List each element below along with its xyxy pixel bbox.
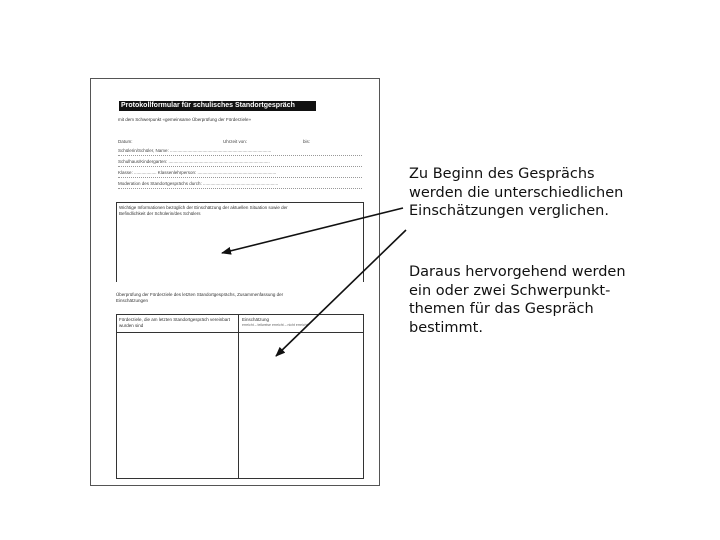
moderation-field: Moderation des Standortgesprächs durch: ............................................................ bbox=[118, 181, 362, 189]
goal-review-heading: Überprüfung der Förderziele des letzten Standortgesprächs, Zusammenfassung der Einschätzungen bbox=[116, 292, 284, 303]
student-name-field: Schülerin/Schüler, Name: ................................................................................. bbox=[118, 148, 362, 156]
arrow-to-goal-table bbox=[276, 230, 406, 356]
annotation-first-line-3: Einschätzungen verglichen. bbox=[409, 203, 609, 219]
annotation-second-line-2: ein oder zwei Schwerpunkt- bbox=[409, 282, 611, 299]
time-from-label: Uhrzeit von: bbox=[223, 139, 248, 144]
form-subtitle: mit dem Schwerpunkt «gemeinsame Überprüfung der Förderziele» bbox=[118, 117, 252, 122]
class-field: Klasse: .................. Klassenlehrperson: ............................................................... bbox=[118, 170, 362, 178]
annotation-second-line-3: themen für das Gespräch bbox=[409, 301, 594, 317]
date-label: Datum: bbox=[118, 139, 133, 144]
assessment-header-sub: erreicht – teilweise erreicht – nicht erreicht bbox=[242, 322, 308, 327]
time-until-label: bis: bbox=[303, 139, 311, 144]
arrow-to-info-box bbox=[222, 208, 403, 253]
form-title: Protokollformular für schulisches Standortgespräch bbox=[119, 101, 316, 111]
assessment-header-label: Einschätzung bbox=[242, 317, 270, 322]
important-info-label: Wichtige Informationen bezüglich der Einschätzung der aktuellen Situation sowie der Befindlichkeit der Schülerin/des Schülers bbox=[119, 205, 288, 216]
annotation-second-line-4: bestimmt. bbox=[409, 319, 483, 336]
annotation-first-line-1: Zu Beginn des Gesprächs bbox=[409, 166, 595, 182]
school-field: Schulhaus/Kindergarten: ................................................................................. bbox=[118, 159, 362, 167]
goals-column-header: Förderziele, die am letzten Standortgespräch vereinbart wurden sind bbox=[119, 317, 231, 328]
annotation-first-line-2: werden die unterschiedlichen bbox=[409, 184, 624, 201]
annotation-second-line-1: Daraus hervorgehend werden bbox=[409, 264, 626, 280]
